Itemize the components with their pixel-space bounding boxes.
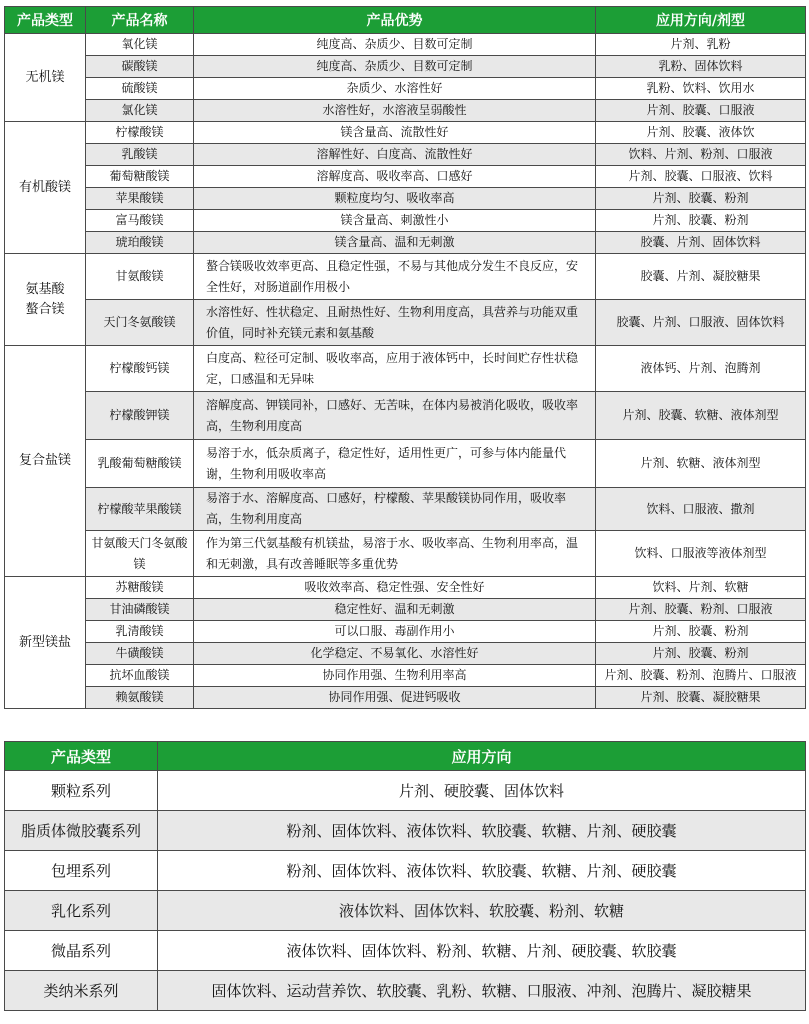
product-advantage-cell: 作为第三代氨基酸有机镁盐，易溶于水、吸收率高、生物利用率高，温和无刺激，具有改善睡眠等多重优势 — [194, 531, 596, 577]
product-name-cell: 苏糖酸镁 — [86, 577, 194, 599]
application-cell: 片剂、胶囊、粉剂 — [596, 188, 806, 210]
product-advantage-cell: 白度高、粒径可定制、吸收率高，应用于液体钙中，长时间贮存性状稳定，口感温和无异味 — [194, 346, 596, 392]
product-type-cell — [5, 577, 86, 709]
table-row — [5, 392, 806, 440]
series-application-cell: 片剂、硬胶囊、固体饮料 — [158, 771, 806, 811]
product-name-cell: 甘氨酸镁 — [86, 254, 194, 300]
product-advantage-cell: 水溶性好，水溶液呈弱酸性 — [194, 100, 596, 122]
product-name-cell: 乳酸葡萄糖酸镁 — [86, 440, 194, 488]
table-row — [5, 577, 806, 599]
table-row — [5, 891, 806, 931]
table-header-row — [5, 7, 806, 34]
application-cell: 饮料、片剂、粉剂、口服液 — [596, 144, 806, 166]
product-advantage-cell: 溶解性好、白度高、流散性好 — [194, 144, 596, 166]
product-type-label: 氨基酸 — [25, 281, 65, 297]
product-name-cell: 碳酸镁 — [86, 56, 194, 78]
application-cell: 片剂、胶囊、软糖、液体剂型 — [596, 392, 806, 440]
application-cell: 饮料、口服液、撒剂 — [596, 488, 806, 531]
product-name-cell: 甘氨酸天门冬氨酸镁 — [86, 531, 194, 577]
product-advantage-cell: 易溶于水、溶解度高、口感好，柠檬酸、苹果酸镁协同作用，吸收率高，生物利用度高 — [194, 488, 596, 531]
table-row — [5, 971, 806, 1011]
product-name-cell: 柠檬酸钙镁 — [86, 346, 194, 392]
table-row — [5, 811, 806, 851]
product-type-cell — [5, 34, 86, 122]
table-row — [5, 100, 806, 122]
series-application-cell: 固体饮料、运动营养饮、软胶囊、乳粉、软糖、口服液、冲剂、泡腾片、凝胶糖果 — [158, 971, 806, 1011]
product-advantage-cell: 颗粒度均匀、吸收率高 — [194, 188, 596, 210]
product-advantage-cell: 吸收效率高、稳定性强、安全性好 — [194, 577, 596, 599]
table-row — [5, 931, 806, 971]
product-advantage-cell: 化学稳定、不易氧化、水溶性好 — [194, 643, 596, 665]
series-type-cell: 类纳米系列 — [5, 971, 158, 1011]
product-name-cell: 葡萄糖酸镁 — [86, 166, 194, 188]
table-row — [5, 254, 806, 300]
application-cell: 胶囊、片剂、口服液、固体饮料 — [596, 300, 806, 346]
header-product-advantage: 产品优势 — [194, 7, 596, 34]
application-cell: 乳粉、固体饮料 — [596, 56, 806, 78]
table-row — [5, 188, 806, 210]
series-type-cell: 微晶系列 — [5, 931, 158, 971]
product-advantage-cell: 镁含量高、流散性好 — [194, 122, 596, 144]
series-application-cell: 粉剂、固体饮料、液体饮料、软胶囊、软糖、片剂、硬胶囊 — [158, 851, 806, 891]
product-advantage-cell: 纯度高、杂质少、目数可定制 — [194, 34, 596, 56]
series-application-cell: 液体饮料、固体饮料、软胶囊、粉剂、软糖 — [158, 891, 806, 931]
table-header-row — [5, 742, 806, 771]
application-cell: 片剂、胶囊、粉剂 — [596, 621, 806, 643]
product-advantage-cell: 稳定性好、温和无刺激 — [194, 599, 596, 621]
application-cell: 片剂、胶囊、凝胶糖果 — [596, 687, 806, 709]
application-cell: 液体钙、片剂、泡腾剂 — [596, 346, 806, 392]
product-name-cell: 柠檬酸钾镁 — [86, 392, 194, 440]
product-name-cell: 牛磺酸镁 — [86, 643, 194, 665]
table-row — [5, 210, 806, 232]
application-cell: 片剂、软糖、液体剂型 — [596, 440, 806, 488]
application-cell: 片剂、胶囊、粉剂 — [596, 643, 806, 665]
product-name-cell: 乳酸镁 — [86, 144, 194, 166]
product-name-cell: 甘油磷酸镁 — [86, 599, 194, 621]
application-cell: 胶囊、片剂、凝胶糖果 — [596, 254, 806, 300]
table-row — [5, 665, 806, 687]
product-name-cell: 柠檬酸镁 — [86, 122, 194, 144]
product-name-cell: 富马酸镁 — [86, 210, 194, 232]
table-row — [5, 851, 806, 891]
product-name-cell: 苹果酸镁 — [86, 188, 194, 210]
series-type-cell: 包埋系列 — [5, 851, 158, 891]
application-cell: 片剂、胶囊、口服液、饮料 — [596, 166, 806, 188]
application-cell: 片剂、胶囊、粉剂、口服液 — [596, 599, 806, 621]
product-type-label: 无机镁 — [25, 69, 65, 85]
magnesium-product-table — [4, 6, 806, 709]
header-series-application: 应用方向 — [158, 742, 806, 771]
application-cell: 胶囊、片剂、固体饮料 — [596, 232, 806, 254]
product-advantage-cell: 协同作用强、生物利用率高 — [194, 665, 596, 687]
table-row — [5, 488, 806, 531]
table-row — [5, 78, 806, 100]
product-name-cell: 赖氨酸镁 — [86, 687, 194, 709]
series-type-cell: 脂质体微胶囊系列 — [5, 811, 158, 851]
series-type-cell: 颗粒系列 — [5, 771, 158, 811]
product-advantage-cell: 镁含量高、温和无刺激 — [194, 232, 596, 254]
product-name-cell: 琥珀酸镁 — [86, 232, 194, 254]
series-type-cell: 乳化系列 — [5, 891, 158, 931]
product-advantage-cell: 可以口服、毒副作用小 — [194, 621, 596, 643]
product-advantage-cell: 溶解度高、钾镁同补，口感好、无苦味，在体内易被消化吸收，吸收率高，生物利用度高 — [194, 392, 596, 440]
table-row — [5, 346, 806, 392]
header-series-type: 产品类型 — [5, 742, 158, 771]
product-name-cell: 天门冬氨酸镁 — [86, 300, 194, 346]
product-type-label: 新型镁盐 — [18, 634, 71, 650]
application-cell: 片剂、胶囊、粉剂、泡腾片、口服液 — [596, 665, 806, 687]
product-type-label: 有机酸镁 — [18, 179, 71, 195]
product-type-label: 复合盐镁 — [18, 453, 71, 468]
table-row — [5, 166, 806, 188]
table-row — [5, 621, 806, 643]
product-type-cell — [5, 346, 86, 577]
product-name-cell: 氯化镁 — [86, 100, 194, 122]
product-advantage-cell: 易溶于水，低杂质离子，稳定性好，适用性更广，可参与体内能量代谢，生物利用吸收率高 — [194, 440, 596, 488]
product-advantage-cell: 纯度高、杂质少、目数可定制 — [194, 56, 596, 78]
table-row — [5, 771, 806, 811]
table-row — [5, 687, 806, 709]
table-row — [5, 56, 806, 78]
product-name-cell: 柠檬酸苹果酸镁 — [86, 488, 194, 531]
product-name-cell: 乳清酸镁 — [86, 621, 194, 643]
product-advantage-cell: 水溶性好、性状稳定、且耐热性好、生物利用度高，具营养与功能双重价值，同时补充镁元素和氨基酸 — [194, 300, 596, 346]
application-cell: 片剂、乳粉 — [596, 34, 806, 56]
product-name-cell: 硫酸镁 — [86, 78, 194, 100]
application-cell: 饮料、片剂、软糖 — [596, 577, 806, 599]
application-cell: 片剂、胶囊、液体饮 — [596, 122, 806, 144]
product-advantage-cell: 螯合镁吸收效率更高、且稳定性强，不易与其他成分发生不良反应，安全性好，对肠道副作用极小 — [194, 254, 596, 300]
header-product-type: 产品类型 — [5, 7, 86, 34]
table-row — [5, 122, 806, 144]
product-advantage-cell: 协同作用强、促进钙吸收 — [194, 687, 596, 709]
product-name-cell: 抗坏血酸镁 — [86, 665, 194, 687]
product-advantage-cell: 杂质少、水溶性好 — [194, 78, 596, 100]
application-cell: 片剂、胶囊、口服液 — [596, 100, 806, 122]
table-row — [5, 440, 806, 488]
table-row — [5, 531, 806, 577]
product-advantage-cell: 溶解度高、吸收率高、口感好 — [194, 166, 596, 188]
table-row — [5, 300, 806, 346]
product-advantage-cell: 镁含量高、刺激性小 — [194, 210, 596, 232]
table-row — [5, 34, 806, 56]
series-application-cell: 粉剂、固体饮料、液体饮料、软胶囊、软糖、片剂、硬胶囊 — [158, 811, 806, 851]
application-cell: 饮料、口服液等液体剂型 — [596, 531, 806, 577]
application-cell: 片剂、胶囊、粉剂 — [596, 210, 806, 232]
product-series-table — [4, 741, 806, 1011]
product-name-cell: 氧化镁 — [86, 34, 194, 56]
header-product-name: 产品名称 — [86, 7, 194, 34]
series-application-cell: 液体饮料、固体饮料、粉剂、软糖、片剂、硬胶囊、软胶囊 — [158, 931, 806, 971]
table-row — [5, 599, 806, 621]
application-cell: 乳粉、饮料、饮用水 — [596, 78, 806, 100]
header-application: 应用方向/剂型 — [596, 7, 806, 34]
product-type-cell — [5, 122, 86, 254]
table-row — [5, 232, 806, 254]
table-row — [5, 643, 806, 665]
product-type-cell — [5, 254, 86, 346]
product-type-label: 螯合镁 — [25, 301, 65, 317]
table-row — [5, 144, 806, 166]
